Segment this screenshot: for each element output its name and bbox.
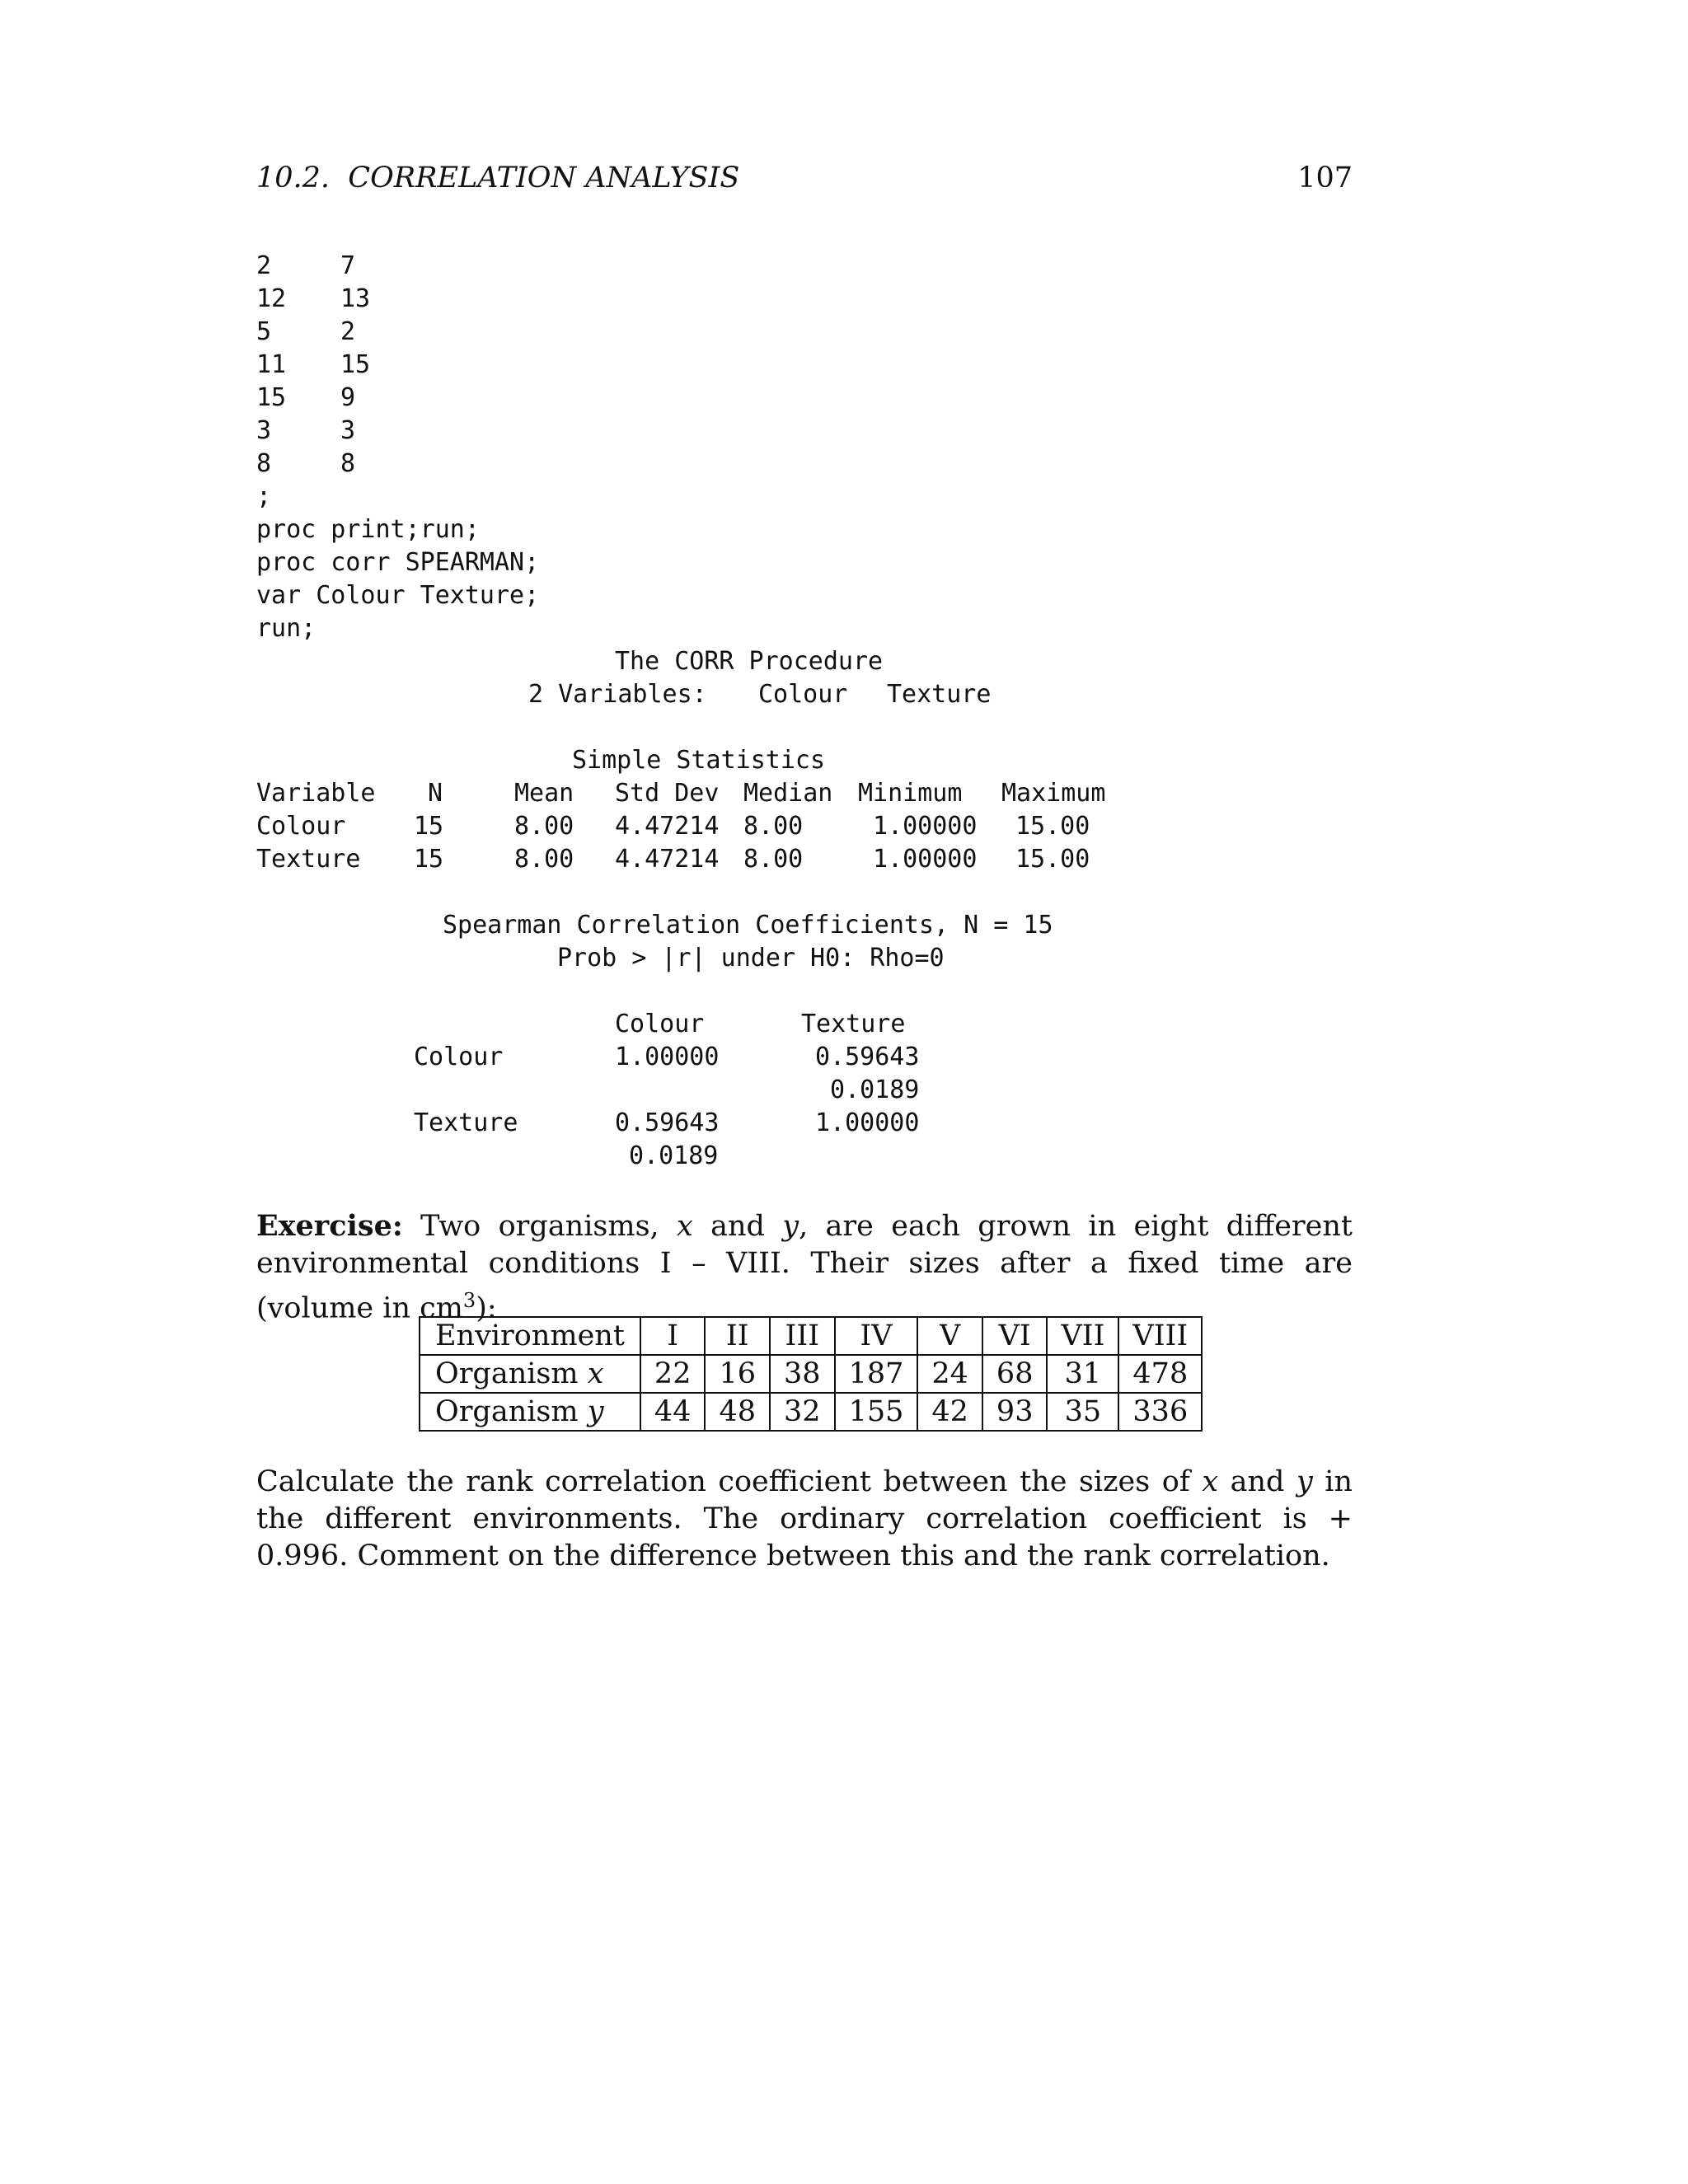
stats-col-header: Std Dev [615,779,720,808]
math-var: y [782,1210,799,1243]
table-cell: 68 [982,1355,1048,1393]
page-number: 107 [1297,162,1353,194]
stats-cell: 1.00000 [873,812,978,841]
stats-cell: 15.00 [1015,845,1090,874]
math-var: x [1202,1465,1219,1498]
stats-cell: 4.47214 [615,845,720,874]
stats-col-header: Median [743,779,833,808]
question-paragraph [256,1464,1353,1575]
math-var: x [677,1210,693,1243]
stats-cell: 4.47214 [615,812,720,841]
table-cell: 187 [835,1355,918,1393]
question-text: Calculate the rank correlation coefficient between the sizes of [256,1465,1203,1498]
procedure-title: The CORR Procedure [615,647,884,676]
table-header-cell: VIII [1118,1317,1202,1355]
exercise-text: and [692,1210,783,1243]
data-row-col-b: 13 [340,284,371,313]
data-row-col-a: 2 [256,251,272,280]
question-text: and [1218,1465,1296,1498]
table-cell: 16 [705,1355,770,1393]
data-row-col-b: 15 [340,350,371,379]
table-cell: 32 [770,1393,835,1431]
table-header-cell: VII [1047,1317,1118,1355]
table-cell: 38 [770,1355,835,1393]
stats-col-header: Maximum [1001,779,1106,808]
stats-cell: 8.00 [514,845,574,874]
row-label-text: Organism [435,1357,588,1390]
running-header-section: 10.2. CORRELATION ANALYSIS [256,162,740,194]
data-row-col-b: 3 [340,416,356,445]
table-cell: 93 [982,1393,1048,1431]
superscript: 3 [462,1289,476,1312]
data-row-col-a: 11 [256,350,287,379]
environment-table [419,1316,1203,1432]
stats-col-header: Minimum [858,779,963,808]
stats-cell: Colour [256,812,346,841]
table-header-cell: VI [982,1317,1048,1355]
corr-value: 0.59643 [615,1108,720,1137]
variable-name: Colour [758,680,848,709]
data-row-col-a: 8 [256,449,272,478]
code-statement: var Colour Texture; [256,581,540,610]
variable-name: Texture [887,680,992,709]
table-header-row [420,1317,1202,1355]
table-row-label [420,1393,640,1431]
exercise-label: Exercise: [256,1209,403,1243]
stats-col-header: Mean [514,779,574,808]
math-var: y [1296,1465,1313,1498]
table-header-cell: I [640,1317,706,1355]
corr-pvalue: 0.0189 [629,1141,719,1170]
table-header-cell: Environment [420,1317,640,1355]
table-cell: 24 [917,1355,982,1393]
code-statement: proc corr SPEARMAN; [256,548,540,577]
table-header-cell: III [770,1317,835,1355]
corr-value: 1.00000 [615,1043,720,1071]
corr-value: 1.00000 [815,1108,920,1137]
variables-label: 2 Variables: [528,680,707,709]
table-row [420,1355,1202,1393]
exercise-text: Two organisms, [402,1210,678,1243]
table-row-label [420,1355,640,1393]
table-cell: 155 [835,1393,918,1431]
corr-row-label: Colour [414,1043,504,1071]
data-row-col-a: 5 [256,317,272,346]
corr-col-header: Colour [615,1010,705,1038]
table-cell: 31 [1047,1355,1118,1393]
stats-col-header: N [428,779,443,808]
spearman-title: Spearman Correlation Coefficients, N = 15 [443,911,1053,940]
table-cell: 336 [1118,1393,1202,1431]
table-cell: 48 [705,1393,770,1431]
code-terminator: ; [256,482,272,511]
spearman-subtitle: Prob > |r| under H0: Rho=0 [557,944,945,972]
question-text: in the different environments. The ordinary correlation coefficient is + 0.996. Comment on the difference between this and the rank correlation. [256,1465,1353,1572]
corr-col-header: Texture [801,1010,906,1038]
stats-cell: 15 [414,812,444,841]
stats-cell: Texture [256,845,361,874]
data-row-col-b: 7 [340,251,356,280]
table-header-cell: IV [835,1317,918,1355]
table-header-cell: II [705,1317,770,1355]
math-var: x [587,1357,604,1390]
exercise-paragraph [256,1207,1353,1328]
data-row-col-b: 9 [340,383,356,412]
code-statement: run; [256,614,316,643]
table-cell: 478 [1118,1355,1202,1393]
data-row-col-b: 2 [340,317,356,346]
data-row-col-a: 15 [256,383,287,412]
stats-cell: 8.00 [743,845,804,874]
table-cell: 35 [1047,1393,1118,1431]
stats-col-header: Variable [256,779,376,808]
table-cell: 42 [917,1393,982,1431]
data-row-col-a: 12 [256,284,287,313]
stats-cell: 15.00 [1015,812,1090,841]
math-var: y [587,1395,604,1428]
row-label-text: Organism [435,1395,588,1428]
table-cell: 44 [640,1393,706,1431]
code-statement: proc print;run; [256,515,480,544]
corr-value: 0.59643 [815,1043,920,1071]
simple-statistics-title: Simple Statistics [572,746,826,775]
stats-cell: 15 [414,845,444,874]
exercise-text: , are each grown in eight different environmental conditions I – VIII. Their sizes after a fixed time are (volume in cm [256,1210,1353,1325]
data-row-col-b: 8 [340,449,356,478]
table-cell: 22 [640,1355,706,1393]
corr-row-label: Texture [414,1108,518,1137]
exercise-text: ): [476,1291,497,1325]
corr-pvalue: 0.0189 [830,1076,920,1104]
table-header-cell: V [917,1317,982,1355]
stats-cell: 1.00000 [873,845,978,874]
stats-cell: 8.00 [743,812,804,841]
data-row-col-a: 3 [256,416,272,445]
table-row [420,1393,1202,1431]
stats-cell: 8.00 [514,812,574,841]
